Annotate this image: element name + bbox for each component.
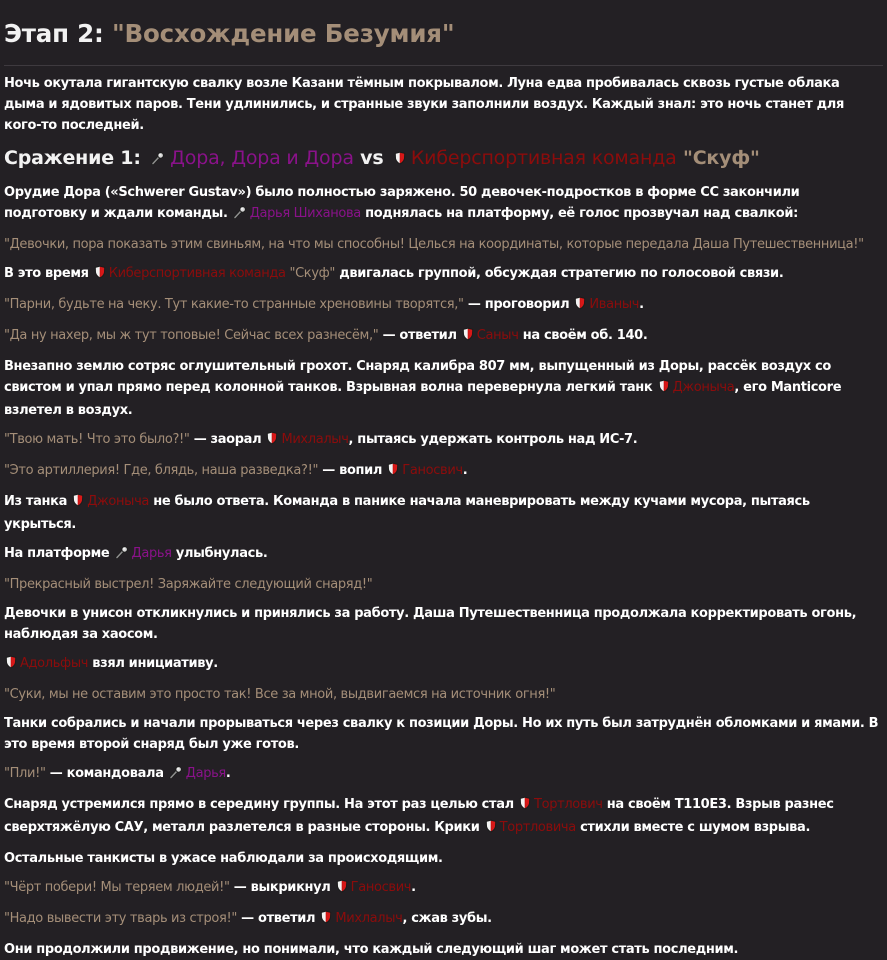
narration-text: улыбнулась.: [171, 546, 268, 561]
shield-icon-svg: [387, 462, 399, 476]
dialogue-text: "Скуф": [285, 266, 336, 281]
shield-icon-svg: [336, 879, 348, 893]
character-name-skuf-team: Джоныча: [672, 380, 735, 395]
dialogue-text: "Скуф": [676, 147, 760, 169]
quote-paragraph: [4, 574, 883, 595]
story-paragraph: [4, 939, 883, 960]
character-name-dora-team: Дарья Шиханова: [249, 206, 361, 221]
shield-icon: [336, 879, 348, 900]
story-paragraph: [4, 429, 883, 452]
character-name-skuf-team: Михлалыч: [335, 911, 403, 926]
shield-icon: [94, 265, 106, 286]
story-paragraph: [4, 460, 883, 483]
dialogue-text: "Это артиллерия! Где, блядь, наша разведка?!": [4, 463, 319, 478]
dialogue-text: "Надо вывести эту тварь из строя!": [4, 911, 237, 926]
character-name-skuf-team: Саныч: [476, 328, 519, 343]
narration-text: , сжав зубы.: [402, 911, 492, 926]
narration-text: Сражение 1:: [4, 147, 148, 169]
story-paragraph: [4, 491, 883, 535]
narration-text: двигалась группой, обсуждая стратегию по голосовой связи.: [335, 266, 784, 281]
character-name-dora-team: Дарья: [131, 546, 172, 561]
microphone-icon: [151, 145, 165, 173]
story-paragraph: [4, 763, 883, 786]
narration-text: на своём об. 140.: [518, 328, 648, 343]
stage-title: "Восхождение Безумия": [111, 19, 455, 48]
character-name-skuf-team: Адольфыч: [20, 656, 89, 671]
shield-icon: [387, 462, 399, 483]
microphone-icon-svg: [233, 205, 247, 219]
narration-text: поднялась на платформу, её голос прозвучал над свалкой:: [360, 206, 798, 221]
story-body: [4, 73, 883, 960]
shield-icon-svg: [94, 265, 106, 279]
quote-paragraph: [4, 234, 883, 255]
shield-icon-svg: [72, 493, 84, 507]
shield-icon-svg: [320, 910, 332, 924]
narration-text: .: [639, 297, 644, 312]
narration-text: vs: [353, 147, 390, 169]
shield-icon-svg: [574, 296, 586, 310]
character-name-dora-team: Дора, Дора и Дора: [170, 147, 354, 169]
character-name-skuf-team: Тортловича: [499, 820, 576, 835]
character-name-skuf-team: Иваныч: [589, 297, 640, 312]
character-name-skuf-team: Ганосвич: [350, 880, 412, 895]
story-paragraph: [4, 877, 883, 900]
shield-icon: [462, 327, 474, 348]
microphone-icon: [233, 205, 247, 226]
story-paragraph: [4, 263, 883, 286]
quote-paragraph: [4, 684, 883, 705]
shield-icon: [266, 431, 278, 452]
story-paragraph: [4, 73, 883, 136]
narration-text: — ответил: [237, 911, 320, 926]
character-name-skuf-team: Михлалыч: [281, 432, 349, 447]
narration-text: — вопил: [318, 463, 387, 478]
narration-text: Танки собрались и начали прорываться через свалку к позиции Доры. Но их путь был затруднён обломками и ямами. В это время второй снаряд был уже готов.: [4, 716, 879, 752]
microphone-icon-svg: [151, 151, 165, 165]
narration-text: На платформе: [4, 546, 114, 561]
story-paragraph: [4, 794, 883, 840]
shield-icon: [394, 145, 406, 173]
shield-icon: [658, 379, 670, 400]
narration-text: .: [411, 880, 416, 895]
narration-text: Из танка: [4, 494, 72, 509]
character-name-skuf-team: Киберспортивная команда: [108, 266, 286, 281]
shield-icon-svg: [519, 796, 531, 810]
dialogue-text: "Твою мать! Что это было?!": [4, 432, 190, 447]
narration-text: , пытаясь удержать контроль над ИС-7.: [348, 432, 638, 447]
shield-icon-svg: [485, 819, 497, 833]
narration-text: .: [225, 766, 231, 781]
character-name-skuf-team: Ганосвич: [402, 463, 463, 478]
character-name-dora-team: Дарья: [185, 766, 226, 781]
story-paragraph: [4, 603, 883, 645]
character-name-skuf-team: Тортлович: [534, 797, 603, 812]
story-paragraph: [4, 713, 883, 755]
dialogue-text: "Девочки, пора показать этим свиньям, на что мы способны! Целься на координаты, которые передала Даша Путешественница!": [4, 237, 864, 252]
microphone-icon: [115, 545, 129, 566]
narration-text: Внезапно землю сотряс оглушительный грохот. Снаряд калибра 807 мм, выпущенный из Доры, рассёк воздух со свистом и упал прямо перед колонной танков. Взрывная волна перевернула легкий танк: [4, 359, 831, 395]
story-paragraph: [4, 182, 883, 226]
battle-heading: [4, 144, 883, 173]
shield-icon-svg: [5, 655, 17, 669]
narration-text: , его Manticore взлетел в воздух.: [4, 380, 842, 418]
narration-text: не было ответа. Команда в панике начала маневрировать между кучами мусора, пытаясь укрыться.: [4, 494, 810, 532]
narration-text: .: [462, 463, 468, 478]
character-name-skuf-team: Джоныча: [87, 494, 150, 509]
character-name-skuf-team: Киберспортивная команда: [410, 147, 677, 169]
shield-icon: [72, 493, 84, 514]
story-paragraph: [4, 848, 883, 869]
microphone-icon-svg: [115, 545, 129, 559]
shield-icon-svg: [658, 379, 670, 393]
shield-icon-svg: [462, 327, 474, 341]
stage-heading: [4, 0, 883, 50]
narration-text: Снаряд устремился прямо в середину группы. На этот раз целью стал: [4, 797, 518, 812]
shield-icon-svg: [394, 151, 406, 165]
dialogue-text: "Суки, мы не оставим это просто так! Все за мной, выдвигаемся на источник огня!": [4, 687, 556, 702]
dialogue-text: "Прекрасный выстрел! Заряжайте следующий снаряд!": [4, 577, 373, 592]
shield-icon-svg: [266, 431, 278, 445]
story-paragraph: [4, 908, 883, 931]
narration-text: Девочки в унисон откликнулись и принялись за работу. Даша Путешественница продолжала корректировать огонь, наблюдая за хаосом.: [4, 606, 857, 642]
dialogue-text: "Парни, будьте на чеку. Тут какие-то странные хреновины творятся,": [4, 297, 464, 312]
narration-text: Остальные танкисты в ужасе наблюдали за происходящим.: [4, 851, 443, 866]
story-paragraph: [4, 356, 883, 421]
narration-text: Они продолжили продвижение, но понимали, что каждый следующий шаг может стать последним.: [4, 942, 739, 957]
heading-divider: [4, 65, 883, 66]
story-paragraph: [4, 543, 883, 566]
narration-text: — выкрикнул: [229, 880, 335, 895]
shield-icon: [320, 910, 332, 931]
narration-text: стихли вместе с шумом взрыва.: [575, 820, 811, 835]
narration-text: Орудие Дора («Schwerer Gustav») было полностью заряжено. 50 девочек-подростков в форме СС закончили подготовку и ждали команды.: [4, 185, 800, 221]
stage-prefix: Этап 2:: [4, 19, 112, 48]
dialogue-text: "Да ну нахер, мы ж тут топовые! Сейчас всех разнесём,": [4, 328, 379, 343]
story-paragraph: [4, 653, 883, 676]
microphone-icon-svg: [169, 765, 183, 779]
narration-text: В это время: [4, 266, 93, 281]
dialogue-text: "Пли!": [4, 766, 46, 781]
narration-text: взял инициативу.: [88, 656, 218, 671]
narration-text: на своём T110E3. Взрыв разнес сверхтяжёлую САУ, металл разлетелся в разные стороны. Крики: [4, 797, 834, 835]
microphone-icon: [169, 765, 183, 786]
dialogue-text: "Чёрт побери! Мы теряем людей!": [4, 880, 230, 895]
narration-text: — командовала: [45, 766, 168, 781]
shield-icon: [485, 819, 497, 840]
shield-icon: [5, 655, 17, 676]
narration-text: — заорал: [189, 432, 266, 447]
shield-icon: [574, 296, 586, 317]
narration-text: — проговорил: [463, 297, 574, 312]
shield-icon: [519, 796, 531, 817]
narration-text: Ночь окутала гигантскую свалку возле Казани тёмным покрывалом. Луна едва пробивалась сквозь густые облака дыма и ядовитых паров. Тени удлинились, и странные звуки заполнили воздух. Каждый знал: это ночь станет для кого-то последней.: [4, 76, 844, 133]
story-paragraph: [4, 294, 883, 317]
story-paragraph: [4, 325, 883, 348]
narration-text: — ответил: [378, 328, 461, 343]
